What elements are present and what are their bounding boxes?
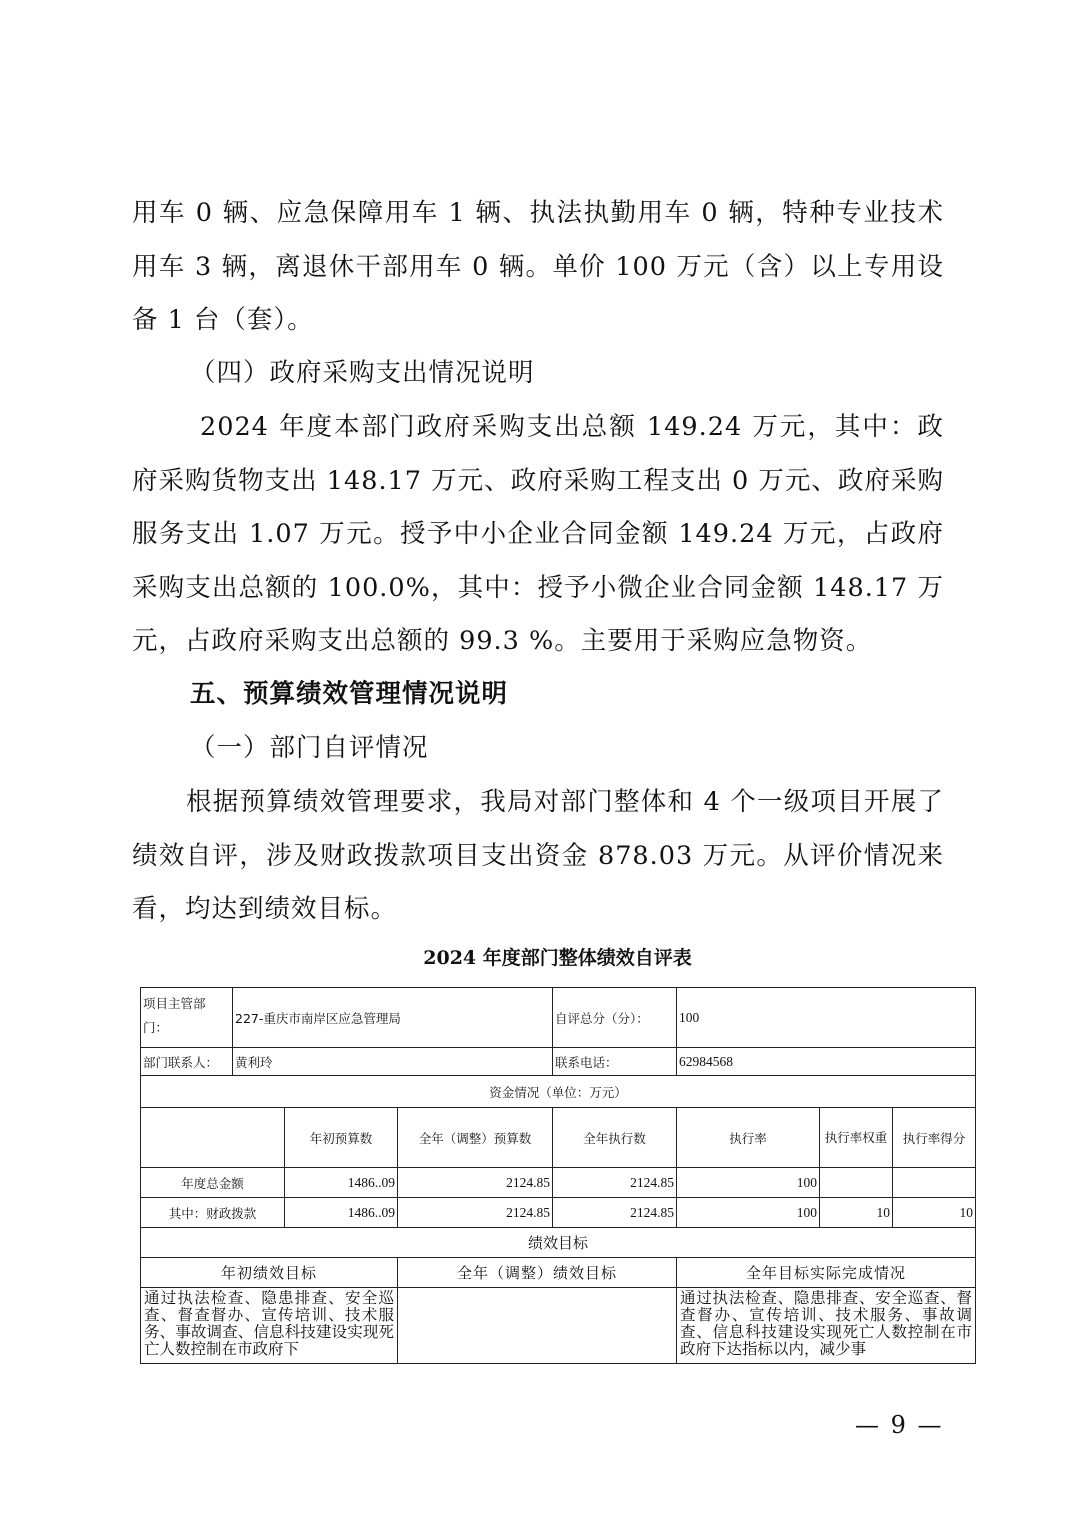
- cell-adjusted: 2124.85: [398, 1198, 553, 1228]
- cell-initial: 1486..09: [285, 1168, 398, 1198]
- phone-value: 62984568: [677, 1048, 976, 1076]
- cell-score: [893, 1168, 976, 1198]
- header-adjusted-budget: 全年（调整）预算数: [398, 1108, 553, 1168]
- goal-text-initial: 通过执法检查、隐患排查、安全巡查、督查督办、宣传培训、技术服务、事故调查、信息科技建设实现死亡人数控制在市政府下: [141, 1288, 398, 1364]
- goal-text-adjusted: [398, 1288, 677, 1364]
- goal-header-adjusted: 全年（调整）绩效目标: [398, 1258, 677, 1288]
- funds-header: 资金情况（单位：万元）: [141, 1076, 976, 1108]
- cell-score: 10: [893, 1198, 976, 1228]
- blank-header-cell: [141, 1108, 285, 1168]
- cell-executed: 2124.85: [553, 1168, 677, 1198]
- cell-initial: 1486..09: [285, 1198, 398, 1228]
- paragraph-vehicles: 用车 0 辆、应急保障用车 1 辆、执法执勤用车 0 辆，特种专业技术用车 3 辆，离退休干部用车 0 辆。单价 100 万元（含）以上专用设备 1 台（套）。: [132, 198, 944, 335]
- goal-text-actual: 通过执法检查、隐患排查、安全巡查、督查督办、宣传培训、技术服务、事故调查、信息科技建设实现死亡人数控制在市政府下达指标以内，减少事: [677, 1288, 976, 1364]
- contact-label: 部门联系人：: [141, 1048, 233, 1076]
- score-label: 自评总分（分）：: [553, 988, 677, 1048]
- section-heading-performance: 五、预算绩效管理情况说明: [190, 679, 509, 709]
- dept-value: 227-重庆市南岸区应急管理局: [233, 988, 553, 1048]
- goals-header: 绩效目标: [141, 1228, 976, 1258]
- contact-value: 黄利玲: [233, 1048, 553, 1076]
- goal-header-actual: 全年目标实际完成情况: [677, 1258, 976, 1288]
- dept-label: 项目主管部门：: [141, 988, 233, 1048]
- header-weight: 执行率权重: [820, 1108, 893, 1168]
- paragraph-self-evaluation: 根据预算绩效管理要求，我局对部门整体和 4 个一级项目开展了绩效自评，涉及财政拨款项目支出资金 878.03 万元。从评价情况来看，均达到绩效目标。: [132, 787, 944, 924]
- row-label: 其中：财政拨款: [141, 1198, 285, 1228]
- table-row: [141, 1168, 976, 1198]
- table-row: [141, 1108, 976, 1168]
- table-title: 2024 年度部门整体绩效自评表: [423, 947, 692, 969]
- page-number: — 9 —: [855, 1411, 944, 1439]
- table-row: [141, 1228, 976, 1258]
- header-executed: 全年执行数: [553, 1108, 677, 1168]
- row-label: 年度总金额: [141, 1168, 285, 1198]
- goal-header-initial: 年初绩效目标: [141, 1258, 398, 1288]
- cell-weight: [820, 1168, 893, 1198]
- table-row: [141, 1258, 976, 1288]
- table-row: [141, 988, 976, 1048]
- header-score: 执行率得分: [893, 1108, 976, 1168]
- table-row: [141, 1076, 976, 1108]
- subsection-heading-self-evaluation: （一）部门自评情况: [190, 733, 429, 763]
- header-initial-budget: 年初预算数: [285, 1108, 398, 1168]
- paragraph-procurement: 2024 年度本部门政府采购支出总额 149.24 万元，其中：政府采购货物支出 148.17 万元、政府采购工程支出 0 万元、政府采购服务支出 1.07 万元。授予中小企业合同金额 149.24 万元，占政府采购支出总额的 100.0%，其中：授予小微企业合同金额 148.17 万元，占政府采购支出总额的 99.3 %。主要用于采购应急物资。: [132, 412, 944, 656]
- cell-rate: 100: [677, 1168, 820, 1198]
- header-rate: 执行率: [677, 1108, 820, 1168]
- section-heading-procurement: （四）政府采购支出情况说明: [190, 358, 535, 388]
- table-row: [141, 1288, 976, 1364]
- cell-rate: 100: [677, 1198, 820, 1228]
- cell-executed: 2124.85: [553, 1198, 677, 1228]
- cell-weight: 10: [820, 1198, 893, 1228]
- phone-label: 联系电话：: [553, 1048, 677, 1076]
- performance-table: [140, 987, 976, 1364]
- table-row: [141, 1048, 976, 1076]
- table-row: [141, 1198, 976, 1228]
- cell-adjusted: 2124.85: [398, 1168, 553, 1198]
- score-value: 100: [677, 988, 976, 1048]
